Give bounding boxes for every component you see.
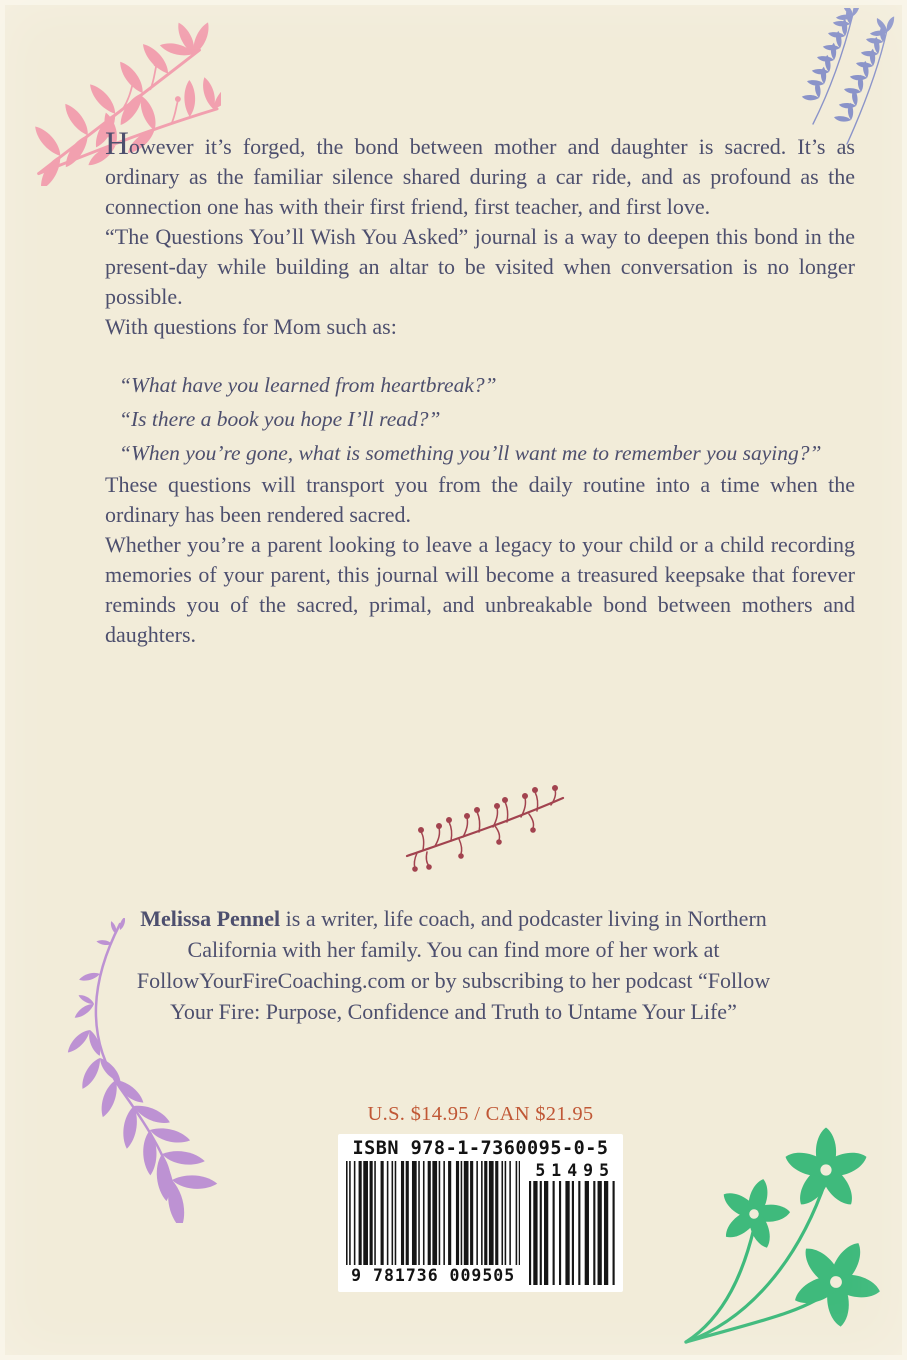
journal-description-paragraph: “The Questions You’ll Wish You Asked” journal is a way to deepen this bond in the present-day while building an altar to be visited when conversation is no longer possible.: [105, 224, 855, 309]
isbn-number: ISBN 978-1-7360095-0-5: [352, 1138, 609, 1159]
ean-digits: 9 781736 009505: [351, 1266, 516, 1285]
purple-branch-illustration: [28, 918, 228, 1223]
transport-paragraph: These questions will transport you from the daily routine into a time when the ordinary has been rendered sacred.: [105, 472, 855, 527]
intro-paragraph: However it’s forged, the bond between mother and daughter is sacred. It’s as ordinary as the familiar silence shared during a car ride, and as profound as the connection one has with their first friend, first teacher, and first love.: [105, 126, 855, 219]
questions-lead-in: With questions for Mom such as:: [105, 314, 397, 339]
keepsake-paragraph: Whether you’re a parent looking to leave a legacy to your child or a child recording memories of your parent, this journal will become a treasured keepsake that forever reminds you of the sacred, primal, and unbreakable bond between mothers and daughters.: [105, 532, 855, 647]
sample-question: “What have you learned from heartbreak?”: [119, 373, 497, 397]
ean13-barcode: [346, 1161, 520, 1265]
sample-question: “Is there a book you hope I’ll read?”: [119, 407, 441, 431]
sample-question: “When you’re gone, what is something you’ll want me to remember you saying?”: [119, 441, 822, 465]
sample-questions-list: [105, 368, 855, 470]
green-flowers-illustration: [678, 1112, 893, 1357]
price-addon-barcode: [529, 1181, 615, 1285]
barcode-block: [338, 1134, 623, 1292]
author-name: Melissa Pennel: [140, 906, 281, 931]
back-cover-copy: [105, 128, 855, 650]
author-bio-text: is a writer, life coach, and podcaster living in Northern California with her family. You can find more of her work at FollowYourFireCoaching.com or by subscribing to her podcast “Follow Your Fire: Purpose, Confidence and Truth to Untame Your Life”: [136, 906, 771, 1024]
price-label: U.S. $14.95 / CAN $21.95: [367, 1103, 594, 1125]
addon-digits: 51495: [535, 1161, 615, 1180]
berry-branch-illustration: [403, 782, 568, 872]
